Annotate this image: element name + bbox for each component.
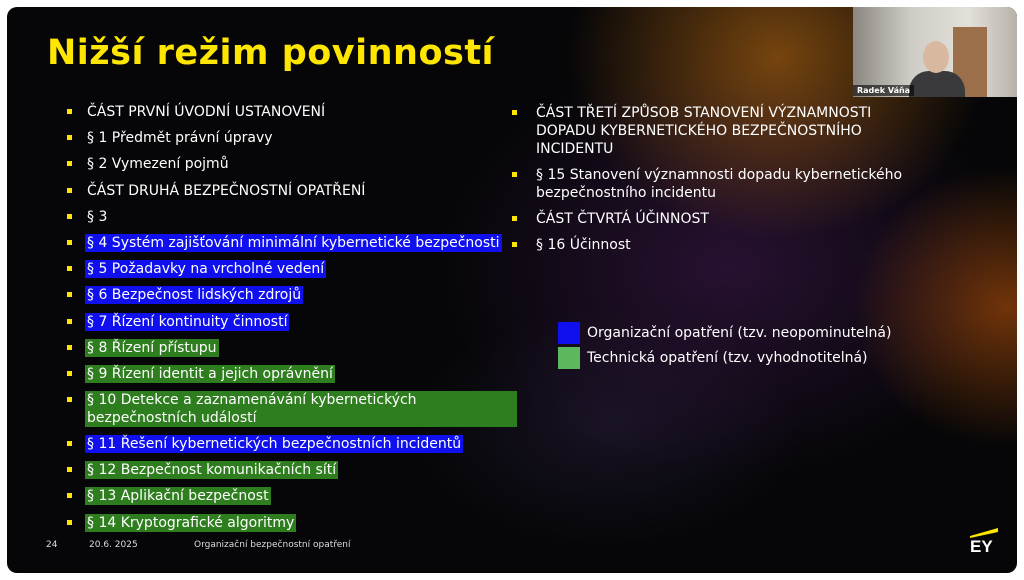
list-item-text-organizational: § 11 Řešení kybernetických bezpečnostních incidentů xyxy=(87,436,462,453)
bullet-square-icon xyxy=(67,371,72,376)
participant-name-label: Radek Váňa xyxy=(853,85,914,96)
list-item xyxy=(67,339,517,365)
list-item-text-technical: § 9 Řízení identit a jejich oprávnění xyxy=(87,365,333,382)
color-legend xyxy=(558,322,891,372)
bullet-square-icon xyxy=(67,319,72,324)
ey-logo-text: EY xyxy=(970,537,993,556)
footer-date: 20.6. 2025 xyxy=(89,540,138,550)
bullet-square-icon xyxy=(67,292,72,297)
list-item-text: ČÁST PRVNÍ ÚVODNÍ USTANOVENÍ xyxy=(87,104,326,120)
bullet-square-icon xyxy=(512,172,517,177)
bullet-square-icon xyxy=(67,161,72,166)
list-item-text: § 16 Účinnost xyxy=(536,237,631,253)
list-item xyxy=(67,208,517,234)
list-item-text: § 1 Předmět právní úpravy xyxy=(87,130,273,147)
list-item xyxy=(67,286,517,312)
participant-head xyxy=(923,41,949,73)
list-item-text-technical: § 12 Bezpečnost komunikačních sítí xyxy=(87,462,337,479)
list-item xyxy=(67,129,517,155)
legend-label: Technická opatření (tzv. vyhodnotitelná) xyxy=(587,350,868,366)
bullet-square-icon xyxy=(512,242,517,247)
list-item xyxy=(67,435,517,461)
page-number: 24 xyxy=(46,540,58,550)
list-item-text-technical: § 14 Kryptografické algoritmy xyxy=(87,514,295,531)
list-item xyxy=(67,155,517,181)
list-item-text-organizational: § 6 Bezpečnost lidských zdrojů xyxy=(87,287,302,304)
bullet-square-icon xyxy=(67,266,72,271)
list-item xyxy=(67,461,517,487)
list-item xyxy=(67,365,517,391)
list-item-text: § 15 Stanovení významnosti dopadu kybernetického bezpečnostního incidentu xyxy=(536,167,903,201)
list-item-text-organizational: § 4 Systém zajišťování minimální kybernetické bezpečnosti xyxy=(87,234,500,251)
bullet-square-icon xyxy=(67,240,72,245)
bullet-square-icon xyxy=(67,441,72,446)
list-item xyxy=(67,103,517,129)
left-bullet-list xyxy=(67,103,517,540)
presentation-slide xyxy=(7,7,1017,573)
list-item xyxy=(512,236,932,254)
green-swatch-icon xyxy=(558,347,580,369)
list-item-text-organizational: § 5 Požadavky na vrcholné vedení xyxy=(87,261,325,278)
legend-item-technical xyxy=(558,347,891,369)
blue-swatch-icon xyxy=(558,322,580,344)
list-item xyxy=(512,166,932,202)
bullet-square-icon xyxy=(67,493,72,498)
list-item xyxy=(512,210,932,228)
list-item-text: ČÁST DRUHÁ BEZPEČNOSTNÍ OPATŘENÍ xyxy=(87,182,366,199)
list-item-text-technical: § 13 Aplikační bezpečnost xyxy=(87,488,269,505)
legend-item-organizational xyxy=(558,322,891,344)
bullet-square-icon xyxy=(67,135,72,140)
bullet-square-icon xyxy=(67,397,72,402)
list-item-text: § 2 Vymezení pojmů xyxy=(87,156,229,173)
list-item-text-technical: § 10 Detekce a zaznamenávání kybernetických bezpečnostních událostí xyxy=(85,391,517,427)
bullet-square-icon xyxy=(512,110,517,115)
bullet-square-icon xyxy=(67,188,72,193)
list-item xyxy=(67,260,517,286)
list-item xyxy=(67,487,517,513)
webcam-video-tile[interactable] xyxy=(853,7,1017,97)
legend-label: Organizační opatření (tzv. neopominutelná) xyxy=(587,325,892,341)
participant-body xyxy=(909,71,965,97)
list-item xyxy=(67,182,517,208)
bullet-square-icon xyxy=(67,467,72,472)
bullet-square-icon xyxy=(67,520,72,525)
footer-topic: Organizační bezpečnostní opatření xyxy=(194,540,351,550)
bullet-square-icon xyxy=(67,109,72,114)
right-bullet-list xyxy=(512,104,932,262)
list-item-text: ČÁST ČTVRTÁ ÚČINNOST xyxy=(536,211,709,227)
bullet-square-icon xyxy=(67,345,72,350)
list-item-text: ČÁST TŘETÍ ZPŮSOB STANOVENÍ VÝZNAMNOSTI DOPADU KYBERNETICKÉHO BEZPEČNOSTNÍHO INCIDENTU xyxy=(536,105,872,157)
list-item-text-organizational: § 7 Řízení kontinuity činností xyxy=(87,313,288,330)
bullet-square-icon xyxy=(512,216,517,221)
list-item xyxy=(67,514,517,540)
list-item xyxy=(67,391,517,435)
list-item-text: § 3 xyxy=(87,208,108,225)
bullet-square-icon xyxy=(67,214,72,219)
list-item xyxy=(67,313,517,339)
slide-title: Nižší režim povinností xyxy=(47,33,495,73)
list-item xyxy=(67,234,517,260)
list-item-text-technical: § 8 Řízení přístupu xyxy=(87,339,217,356)
list-item xyxy=(512,104,932,158)
